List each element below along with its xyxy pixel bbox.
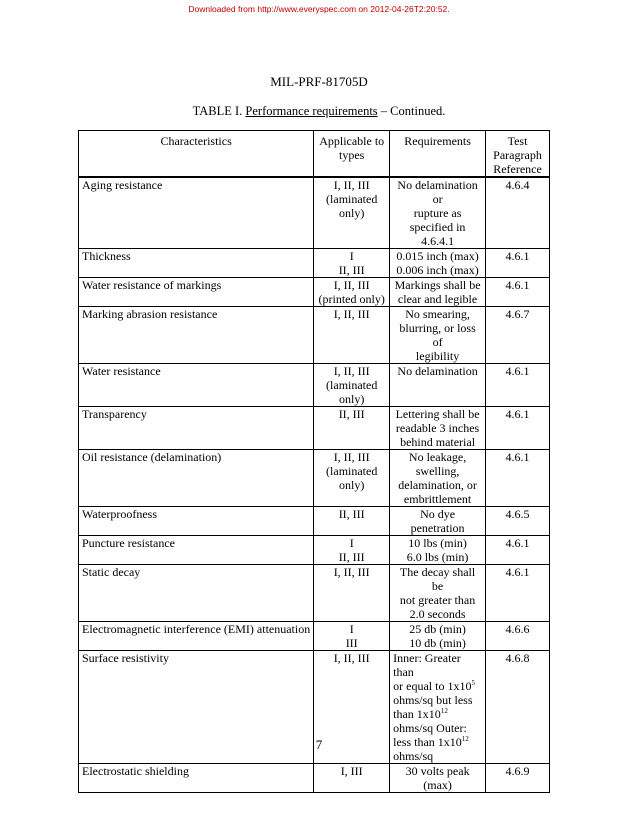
test-reference-cell: 4.6.7	[486, 307, 550, 364]
requirement-line: readable 3 inches	[395, 421, 480, 435]
requirement-text: Inner: Greater than	[393, 651, 461, 679]
test-reference-cell: 4.6.1	[486, 407, 550, 450]
requirement-text: ohms/sq	[393, 749, 434, 763]
requirement-line: 2.0 seconds	[409, 607, 466, 621]
test-reference-cell: 4.6.5	[486, 507, 550, 536]
types-line: I, II, III	[333, 178, 370, 192]
requirement-text: than 1x10	[393, 707, 441, 721]
document-id: MIL-PRF-81705D	[270, 74, 368, 89]
characteristic-cell: Aging resistance	[79, 177, 314, 249]
requirement-line: delamination, or	[398, 478, 477, 492]
table-row	[79, 565, 550, 622]
requirements-cell	[390, 450, 486, 507]
types-line: II, III	[338, 263, 365, 277]
test-reference-cell: 4.6.1	[486, 249, 550, 278]
table-row	[79, 536, 550, 565]
header-line: Test	[507, 134, 528, 148]
types-line: I, II, III	[333, 307, 370, 321]
types-line: I, II, III	[333, 565, 370, 579]
types-line: (laminated	[326, 378, 378, 392]
table-body	[79, 177, 550, 793]
characteristic-cell: Marking abrasion resistance	[79, 307, 314, 364]
types-line: only)	[339, 392, 365, 406]
requirements-cell	[390, 536, 486, 565]
applicable-types-cell	[314, 536, 390, 565]
test-reference-cell: 4.6.1	[486, 536, 550, 565]
requirements-cell	[390, 764, 486, 793]
requirement-line: No leakage,	[408, 450, 467, 464]
types-line: I	[349, 249, 354, 263]
table-row	[79, 364, 550, 407]
header-line: Requirements	[404, 134, 471, 148]
header-requirements	[390, 131, 486, 178]
header-line: Applicable to	[319, 134, 385, 148]
table-caption-prefix: TABLE I.	[192, 104, 246, 118]
requirement-line: No dye penetration	[410, 507, 465, 535]
characteristic-cell: Water resistance	[79, 364, 314, 407]
performance-requirements-table	[78, 130, 550, 793]
requirement-line: behind material	[400, 435, 476, 449]
requirement-line	[393, 707, 482, 721]
test-reference-cell: 4.6.1	[486, 565, 550, 622]
requirements-cell	[390, 177, 486, 249]
requirement-line: Markings shall be	[394, 278, 481, 292]
types-line: I, III	[340, 764, 363, 778]
types-line: I, II, III	[333, 450, 370, 464]
applicable-types-cell	[314, 622, 390, 651]
characteristic-cell: Waterproofness	[79, 507, 314, 536]
characteristic-cell: Surface resistivity	[79, 651, 314, 764]
requirement-line	[393, 693, 482, 707]
table-row	[79, 307, 550, 364]
exponent: 5	[471, 679, 475, 687]
applicable-types-cell	[314, 364, 390, 407]
exponent: 12	[440, 707, 448, 715]
requirements-cell	[390, 407, 486, 450]
types-line: (printed only)	[318, 292, 385, 306]
header-characteristics	[79, 131, 314, 178]
page-number: 7	[315, 737, 323, 752]
requirements-cell	[390, 307, 486, 364]
applicable-types-cell	[314, 450, 390, 507]
requirement-line: embrittlement	[403, 492, 472, 506]
requirement-line: 10 lbs (min)	[408, 536, 467, 550]
requirement-line: Lettering shall be	[395, 407, 480, 421]
test-reference-cell: 4.6.6	[486, 622, 550, 651]
types-line: I	[349, 536, 354, 550]
types-line: (laminated	[326, 192, 378, 206]
applicable-types-cell	[314, 278, 390, 307]
test-reference-cell: 4.6.1	[486, 278, 550, 307]
requirements-cell	[390, 364, 486, 407]
requirements-cell	[390, 622, 486, 651]
types-line: I	[349, 622, 354, 636]
requirement-line: 6.0 lbs (min)	[406, 550, 469, 564]
table-row	[79, 177, 550, 249]
requirement-line: 0.006 inch (max)	[396, 263, 479, 277]
requirement-line: No delamination or	[397, 178, 478, 206]
characteristic-cell: Oil resistance (delamination)	[79, 450, 314, 507]
requirement-line	[393, 679, 482, 693]
test-reference-cell: 4.6.9	[486, 764, 550, 793]
types-line: I, II, III	[333, 651, 370, 665]
requirement-line: swelling,	[415, 464, 460, 478]
requirement-line: (max)	[423, 778, 452, 792]
characteristic-cell: Electromagnetic interference (EMI) attenuation	[79, 622, 314, 651]
requirements-cell	[390, 565, 486, 622]
types-line: II, III	[338, 550, 365, 564]
types-line: only)	[339, 206, 365, 220]
table-row	[79, 450, 550, 507]
requirement-line: No delamination	[397, 364, 478, 378]
characteristic-cell: Electrostatic shielding	[79, 764, 314, 793]
characteristic-cell: Transparency	[79, 407, 314, 450]
applicable-types-cell	[314, 507, 390, 536]
applicable-types-cell	[314, 565, 390, 622]
header-test-reference	[486, 131, 550, 178]
header-line: Paragraph	[493, 148, 542, 162]
test-reference-cell: 4.6.4	[486, 177, 550, 249]
applicable-types-cell	[314, 307, 390, 364]
table-row	[79, 278, 550, 307]
requirement-line: rupture as	[413, 206, 462, 220]
requirement-line: specified in 4.6.4.1	[409, 220, 466, 248]
characteristic-cell: Thickness	[79, 249, 314, 278]
table-row	[79, 249, 550, 278]
applicable-types-cell	[314, 764, 390, 793]
table-row	[79, 764, 550, 793]
requirement-text: or equal to 1x10	[393, 679, 472, 693]
requirement-line: clear and legible	[397, 292, 478, 306]
requirement-line: legibility	[415, 349, 460, 363]
requirement-line	[393, 721, 482, 735]
requirement-line: 10 db (min)	[409, 636, 466, 650]
table-caption-title: Performance requirements	[245, 104, 378, 118]
applicable-types-cell	[314, 177, 390, 249]
characteristic-cell: Water resistance of markings	[79, 278, 314, 307]
requirement-line: 30 volts peak	[405, 764, 470, 778]
requirement-line: 0.015 inch (max)	[396, 249, 479, 263]
exponent: 12	[461, 735, 469, 743]
download-banner: Downloaded from http://www.everyspec.com on 2012-04-26T2:20:52.	[188, 4, 450, 14]
test-reference-cell: 4.6.1	[486, 450, 550, 507]
test-reference-cell: 4.6.1	[486, 364, 550, 407]
requirements-cell	[390, 278, 486, 307]
types-line: I, II, III	[333, 364, 370, 378]
requirement-text: ohms/sq Outer:	[393, 721, 467, 735]
requirement-line: No smearing,	[405, 307, 470, 321]
types-line: II, III	[338, 507, 365, 521]
types-line: (laminated	[326, 464, 378, 478]
table-row	[79, 622, 550, 651]
requirements-cell	[390, 507, 486, 536]
header-line: Reference	[493, 162, 542, 176]
types-line: I, II, III	[333, 278, 370, 292]
types-line: II, III	[338, 407, 365, 421]
test-reference-cell: 4.6.8	[486, 651, 550, 764]
header-line: types	[339, 148, 365, 162]
applicable-types-cell	[314, 249, 390, 278]
requirement-line	[393, 651, 482, 679]
applicable-types-cell	[314, 407, 390, 450]
types-line: III	[345, 636, 358, 650]
table-header-row	[79, 131, 550, 178]
requirement-text: less than 1x10	[393, 735, 462, 749]
characteristic-cell: Static decay	[79, 565, 314, 622]
types-line: only)	[339, 478, 365, 492]
requirement-line: not greater than	[399, 593, 476, 607]
header-line: Characteristics	[160, 134, 232, 148]
requirement-line: The decay shall be	[399, 565, 476, 593]
characteristic-cell: Puncture resistance	[79, 536, 314, 565]
header-applicable-types	[314, 131, 390, 178]
table-caption	[0, 104, 638, 119]
table-row	[79, 507, 550, 536]
table-row	[79, 407, 550, 450]
requirement-line: blurring, or loss of	[399, 321, 476, 349]
requirements-cell	[390, 249, 486, 278]
requirement-text: ohms/sq but less	[393, 693, 473, 707]
table-caption-suffix: – Continued.	[377, 104, 446, 118]
requirement-line: 25 db (min)	[409, 622, 466, 636]
